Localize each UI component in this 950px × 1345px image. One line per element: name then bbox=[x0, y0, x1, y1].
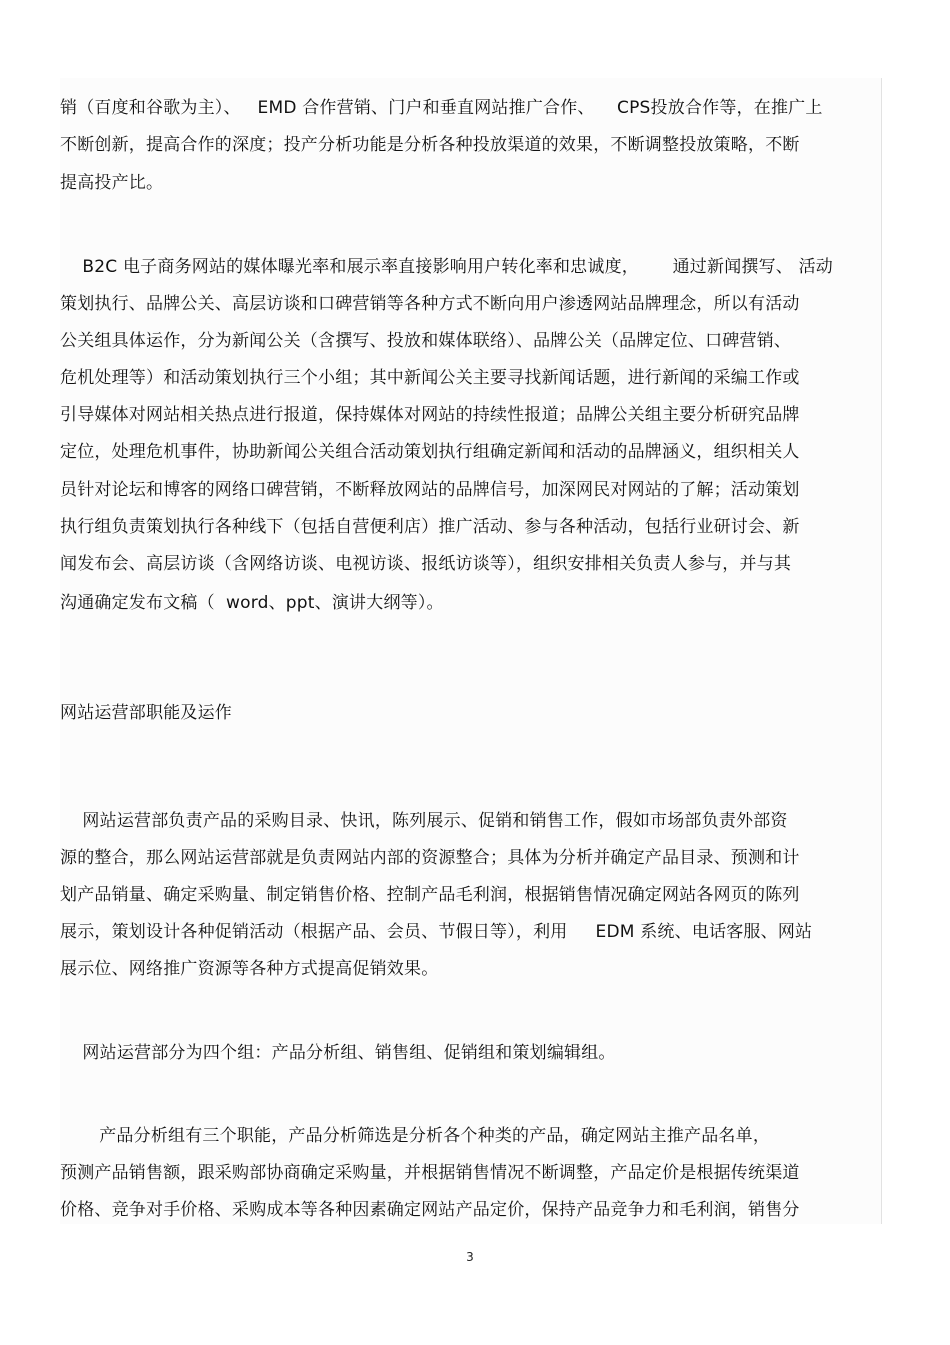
text-line: 危机处理等）和活动策划执行三个小组；其中新闻公关主要寻找新闻话题，进行新闻的采编工作或 bbox=[60, 368, 800, 388]
text-line: 执行组负责策划执行各种线下（包括自营便利店）推广活动、参与各种活动，包括行业研讨会、新 bbox=[60, 517, 800, 537]
text-line: 公关组具体运作，分为新闻公关（含撰写、投放和媒体联络）、品牌公关（品牌定位、口碑营销、 bbox=[60, 331, 792, 351]
text-line: 展示位、网络推广资源等各种方式提高促销效果。 bbox=[60, 959, 439, 979]
text-line: 引导媒体对网站相关热点进行报道，保持媒体对网站的持续性报道；品牌公关组主要分析研究品牌 bbox=[60, 405, 800, 425]
text-line: 沟通确定发布文稿（ word、ppt、演讲大纲等）。 bbox=[60, 593, 444, 613]
section-heading: 网站运营部职能及运作 bbox=[60, 703, 232, 723]
text-line: 不断创新，提高合作的深度；投产分析功能是分析各种投放渠道的效果，不断调整投放策略，不断 bbox=[60, 135, 800, 155]
text-line: 销（百度和谷歌为主）、 EMD 合作营销、门户和垂直网站推广合作、 CPS投放合作等，在推广上 bbox=[60, 98, 823, 118]
text-line: B2C 电子商务网站的媒体曝光率和展示率直接影响用户转化率和忠诚度， 通过新闻撰写、 活动 bbox=[60, 257, 833, 277]
text-line: 闻发布会、高层访谈（含网络访谈、电视访谈、报纸访谈等），组织安排相关负责人参与，并与其 bbox=[60, 554, 792, 574]
text-line: 划产品销量、确定采购量、制定销售价格、控制产品毛利润，根据销售情况确定网站各网页的陈列 bbox=[60, 885, 800, 905]
text-line: 提高投产比。 bbox=[60, 173, 164, 193]
text-line: 预测产品销售额，跟采购部协商确定采购量，并根据销售情况不断调整，产品定价是根据传统渠道 bbox=[60, 1163, 800, 1183]
text-line: 策划执行、品牌公关、高层访谈和口碑营销等各种方式不断向用户渗透网站品牌理念，所以有活动 bbox=[60, 294, 800, 314]
text-line: 员针对论坛和博客的网络口碑营销，不断释放网站的品牌信号，加深网民对网站的了解；活动策划 bbox=[60, 480, 800, 500]
text-line: 定位，处理危机事件，协助新闻公关组合活动策划执行组确定新闻和活动的品牌涵义，组织相关人 bbox=[60, 442, 800, 462]
text-line: 展示，策划设计各种促销活动（根据产品、会员、节假日等），利用 EDM 系统、电话客服、网站 bbox=[60, 922, 813, 942]
page-number: 3 bbox=[466, 1250, 474, 1264]
text-line: 价格、竞争对手价格、采购成本等各种因素确定网站产品定价，保持产品竞争力和毛利润，销售分 bbox=[60, 1200, 800, 1220]
text-line: 产品分析组有三个职能，产品分析筛选是分析各个种类的产品，确定网站主推产品名单， bbox=[60, 1126, 771, 1146]
text-line: 源的整合，那么网站运营部就是负责网站内部的资源整合；具体为分析并确定产品目录、预测和计 bbox=[60, 848, 800, 868]
text-line: 网站运营部负责产品的采购目录、快讯，陈列展示、促销和销售工作，假如市场部负责外部资 bbox=[60, 811, 788, 831]
text-line: 网站运营部分为四个组：产品分析组、销售组、促销组和策划编辑组。 bbox=[60, 1043, 616, 1063]
